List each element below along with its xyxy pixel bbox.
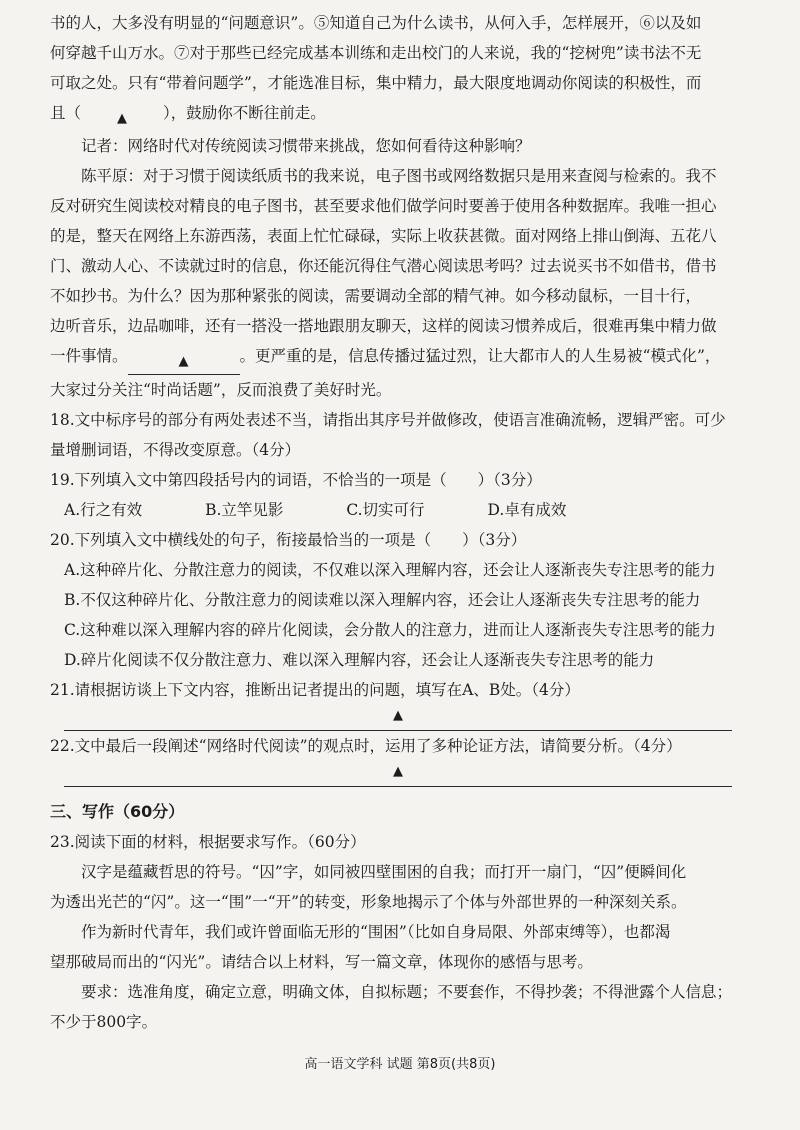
section-title: 三、写作（60分） xyxy=(50,802,185,821)
option-c: C.切实可行 xyxy=(346,501,425,519)
passage-line xyxy=(50,341,756,375)
passage-line: 可取之处。只有“带着问题学”，才能选准目标，集中精力，最大限度地调动你阅读的积极性，而 xyxy=(50,74,702,92)
passage-line: 陈平原：对于习惯于阅读纸质书的我来说，电子图书或网络数据只是用来查阅与检索的。我不 xyxy=(81,167,717,185)
options-row xyxy=(50,495,756,525)
question-text: 20.下列填入文中横线处的句子，衔接最恰当的一项是（ ）（3分） xyxy=(50,531,527,549)
passage-line: 大家过分关注“时尚话题”，反而浪费了美好时光。 xyxy=(50,381,392,399)
passage-line: 何穿越千山万水。⑦对于那些已经完成基本训练和走出校门的人来说，我的“挖树兜”读书法不无 xyxy=(50,44,702,62)
blank-line: ▲ xyxy=(128,352,240,375)
option-a: A.行之有效 xyxy=(64,501,143,519)
passage-text: 一件事情。 xyxy=(50,347,128,365)
option-b: B.不仅这种碎片化、分散注意力的阅读难以深入理解内容，还会让人逐渐丧失专注思考的能力 xyxy=(64,591,701,609)
blank-bracket: ▲ xyxy=(117,111,128,126)
passage-line: 边听音乐，边品咖啡，还有一搭没一搭地跟朋友聊天，这样的阅读习惯养成后，很难再集中精力做 xyxy=(50,317,717,335)
question-text: 18.文中标序号的部分有两处表述不当，请指出其序号并做修改，使语言准确流畅，逻辑严密。可少 xyxy=(50,411,726,429)
passage-paragraph-2 xyxy=(50,161,756,405)
question-text: 22.文中最后一段阐述“网络时代阅读”的观点时，运用了多种论证方法，请简要分析。（4分） xyxy=(50,737,682,755)
answer-rule xyxy=(64,730,732,731)
page-footer: 高一语文学科 试题 第8页(共8页) xyxy=(304,1057,496,1072)
passage-paragraph-1 xyxy=(50,8,756,131)
passage-line: 不如抄书。为什么？因为那种紧张的阅读，需要调动全部的精气神。如今移动鼠标，一目十行， xyxy=(50,287,702,305)
requirements-line: 不少于800字。 xyxy=(50,1013,158,1031)
passage-text: 。更严重的是，信息传播过猛过烈，让大都市人的人生易被“模式化”， xyxy=(239,347,721,365)
option-d: D.碎片化阅读不仅分散注意力、难以深入理解内容，还会让人逐渐丧失专注思考的能力 xyxy=(64,651,655,669)
material-line: 望那破局而出的“闪光”。请结合以上材料，写一篇文章，体现你的感悟与思考。 xyxy=(50,953,593,971)
option-c: C.这种难以深入理解内容的碎片化阅读，会分散人的注意力，进而让人逐渐丧失专注思考的能力 xyxy=(64,621,716,639)
answer-line xyxy=(64,761,732,787)
passage-text: ），鼓励你不断往前走。 xyxy=(163,104,326,122)
answer-marker: ▲ xyxy=(393,764,403,779)
passage-line xyxy=(50,98,756,131)
passage-line: 书的人，大多没有明显的“问题意识”。⑤知道自己为什么读书，从何入手，怎样展开，⑥以及如 xyxy=(50,14,702,32)
option-a: A.这种碎片化、分散注意力的阅读，不仅难以深入理解内容，还会让人逐渐丧失专注思考的能力 xyxy=(64,561,716,579)
passage-line: 的是，整天在网络上东游西荡，表面上忙忙碌碌，实际上收获甚微。面对网络上排山倒海、五花八 xyxy=(50,227,717,245)
question-22 xyxy=(50,731,756,787)
material-line: 汉字是蕴藏哲思的符号。“囚”字，如同被四壁围困的自我；而打开一扇门，“囚”便瞬间化 xyxy=(81,863,687,881)
passage-line: 门、激动人心、不读就过时的信息，你还能沉得住气潜心阅读思考吗？过去说买书不如借书，借书 xyxy=(50,257,717,275)
material-line: 作为新时代青年，我们或许曾面临无形的“围困”（比如自身局限、外部束缚等），也都渴 xyxy=(81,923,671,941)
requirements-line: 要求：选准角度，确定立意，明确文体，自拟标题；不要套作，不得抄袭；不得泄露个人信息； xyxy=(81,983,733,1001)
option-d: D.卓有成效 xyxy=(487,501,567,519)
material-line: 为透出光芒的“闪”。这一“围”一“开”的转变，形象地揭示了个体与外部世界的一种深刻关系。 xyxy=(50,893,687,911)
reporter-question: 记者：网络时代对传统阅读习惯带来挑战，您如何看待这种影响？ xyxy=(81,137,531,155)
question-23 xyxy=(50,827,756,1037)
question-20 xyxy=(50,525,756,675)
passage-line: 反对研究生阅读校对精良的电子图书，甚至要求他们做学问时要善于使用各种数据库。我唯一担心 xyxy=(50,197,717,215)
question-text: 19.下列填入文中第四段括号内的词语，不恰当的一项是（ ）（3分） xyxy=(50,471,542,489)
answer-marker: ▲ xyxy=(393,708,403,723)
question-21 xyxy=(50,675,756,731)
question-text: 量增删词语，不得改变原意。（4分） xyxy=(50,441,301,459)
passage-text: 且（ xyxy=(50,104,82,122)
question-18 xyxy=(50,405,756,465)
question-text: 21.请根据访谈上下文内容，推断出记者提出的问题，填写在A、B处。（4分） xyxy=(50,681,580,699)
question-19 xyxy=(50,465,756,525)
answer-line xyxy=(64,705,732,731)
answer-rule xyxy=(64,786,732,787)
question-text: 23.阅读下面的材料，根据要求写作。（60分） xyxy=(50,833,366,851)
option-b: B.立竿见影 xyxy=(205,501,284,519)
